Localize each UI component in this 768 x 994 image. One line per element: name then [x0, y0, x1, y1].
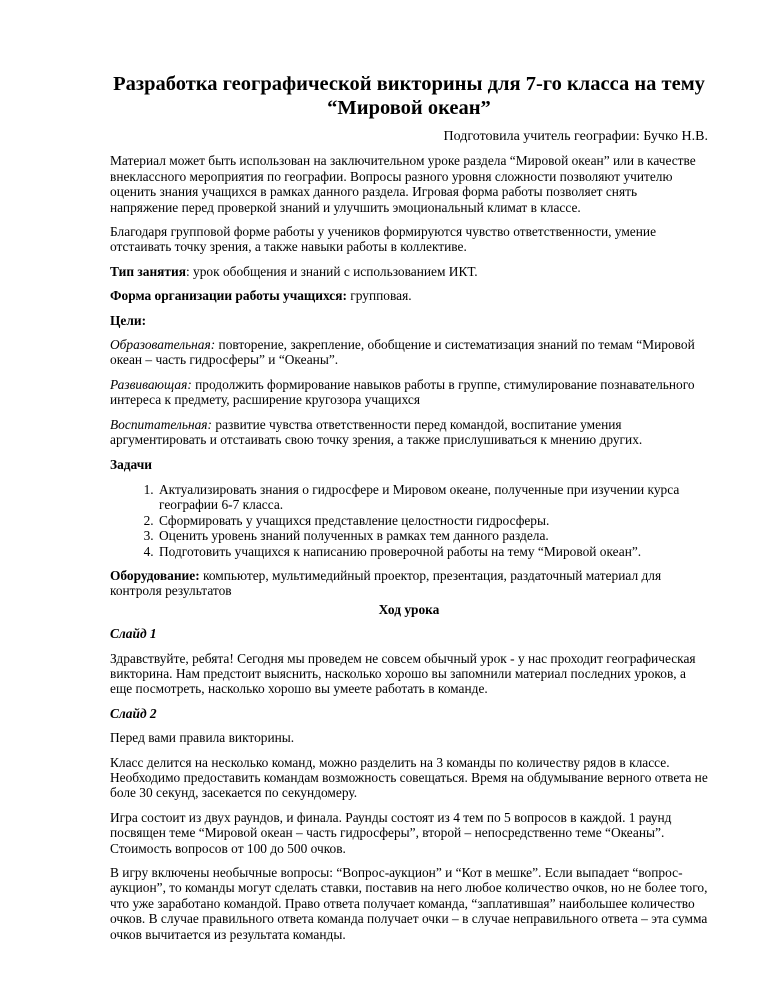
goals-heading: Цели: [110, 312, 147, 328]
equipment [110, 568, 708, 599]
slide-1-paragraph: Здравствуйте, ребята! Сегодня мы проведем не совсем обычный урок - у нас проходит географическая викторина. Нам предстоит выяснить, насколько хорошо вы запомнили материал последних уроков, а еще посмотреть, насколько хорошо вы умеете работать в команде. [110, 650, 696, 697]
slide-2-paragraph-4: В игру включены необычные вопросы: “Вопрос-аукцион” и “Кот в мешке”. Если выпадает “вопрос-аукцион”, то команды могут сделать ставки, поставив на него любое количество очков, но не более того, что уже заработано командой. Право ответа получает команда, “заплатившая” наибольшее количество очков. В случае правильного ответа команда получает очки – в случае неправильного ответа – эта сумма очков вычитается из результата команды. [110, 865, 708, 942]
goal-label: Образовательная: [110, 337, 216, 353]
tasks-list [110, 482, 708, 559]
tasks-heading: Задачи [110, 456, 152, 472]
slide-2-paragraph-3: Игра состоит из двух раундов, и финала. Раунды состоят из 4 тем по 5 вопросов в каждой. 1 раунд посвящен теме “Мировой океан – часть гидросферы”, второй – непосредственно теме “Океаны”. Стоимость вопросов от 100 до 500 очков. [110, 809, 672, 856]
goal-label: Воспитательная: [110, 416, 212, 432]
organization-label: Форма организации работы учащихся: [110, 288, 347, 304]
document-title: Разработка географической викторины для 7-го класса на тему “Мировой океан” [113, 73, 705, 119]
goal-educational: Образовательная: повторение, закрепление, обобщение и систематизация знаний по темам “Мировой океан – часть гидросферы” и “Океаны”. [110, 337, 695, 368]
list-item: 4. Подготовить учащихся к написанию проверочной работы на тему “Мировой океан”. [157, 544, 708, 559]
slide-2-paragraph-2: Класс делится на несколько команд, можно разделить на 3 команды по количеству рядов в классе. Необходимо предоставить командам возможность совещаться. Время на обдумывание верного ответа не боле 30 секунд, засекается по секундомеру. [110, 754, 708, 801]
list-item: 1. Актуализировать знания о гидросфере и Мировом океане, полученные при изучении курса географии 6-7 класса. [157, 482, 708, 513]
equipment-value: компьютер, мультимедийный проектор, презентация, раздаточный материал для контроля результатов [110, 567, 662, 599]
lesson-type [110, 264, 708, 279]
lesson-flow-heading: Ход урока [378, 601, 440, 617]
list-item: 2. Сформировать у учащихся представление целостности гидросферы. [157, 513, 708, 528]
list-item: 3. Оценить уровень знаний полученных в рамках тем данного раздела. [157, 528, 708, 543]
lesson-type-label: Тип занятия [110, 263, 186, 279]
goal-developmental: Развивающая: продолжить формирование навыков работы в группе, стимулирование познавательного интереса к предмету, расширение кругозора учащихся [110, 376, 695, 408]
slide-heading: Слайд 1 [110, 626, 157, 642]
equipment-label: Оборудование: [110, 567, 200, 583]
organization-form [110, 288, 708, 303]
goal-label: Развивающая: [110, 376, 192, 392]
goal-upbringing: Воспитательная: развитие чувства ответственности перед командой, воспитание умения аргументировать и отстаивать свою точку зрения, а также прислушиваться к мнению других. [110, 416, 643, 448]
intro-paragraph-1: Материал может быть использован на заключительном уроке раздела “Мировой океан” или в качестве внеклассного мероприятия по географии. Вопросы разного уровня сложности позволяют учителю оценить знания учащихся в рамках данного раздела. Игровая форма работы позволяет снять напряжение перед проверкой знаний и улучшить эмоциональный климат в классе. [110, 153, 696, 215]
author-line: Подготовила учитель географии: Бучко Н.В. [443, 129, 708, 144]
intro-paragraph-2: Благодаря групповой форме работы у учеников формируются чувство ответственности, умение отстаивать точку зрения, а также навыки работы в коллективе. [110, 224, 657, 255]
organization-value: групповая. [346, 288, 412, 304]
lesson-type-value: : урок обобщения и знаний с использованием ИКТ. [185, 263, 478, 279]
slide-2-paragraph-1: Перед вами правила викторины. [110, 730, 295, 746]
slide-heading: Слайд 2 [110, 705, 157, 721]
